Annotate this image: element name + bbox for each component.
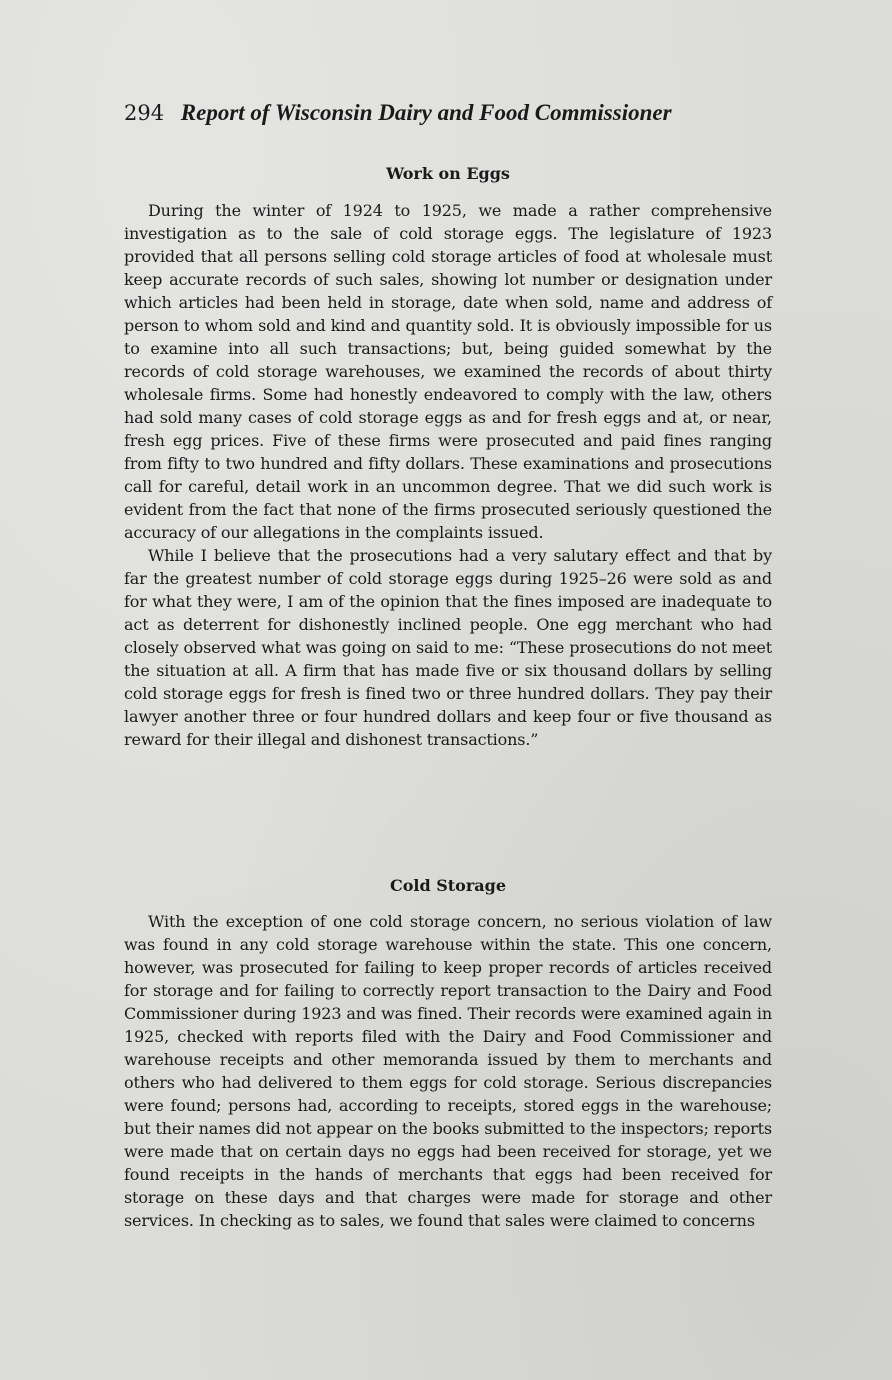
page-header — [124, 100, 784, 126]
paragraph: With the exception of one cold storage concern, no serious violation of law was found in any cold storage warehouse within the state. This one concern, however, was prosecuted for failing to keep proper records of articles received for storage and for failing to correctly report transaction to the Dairy and Food Commissioner during 1923 and was fined. Their records were examined again in 1925, checked with reports filed with the Dairy and Food Commissioner and warehouse receipts and other memoranda issued by them to merchants and others who had delivered to them eggs for cold storage. Serious discrepancies were found; persons had, according to receipts, stored eggs in the warehouse; but their names did not appear on the books submitted to the inspectors; reports were made that on certain days no eggs had been received for storage, yet we found receipts in the hands of merchants that eggs had been received for storage on these days and that charges were made for storage and other services. In checking as to sales, we found that sales were claimed to concerns — [124, 912, 772, 1230]
section-body-work-on-eggs — [124, 199, 772, 751]
section-body-cold-storage — [124, 910, 772, 1232]
page-number: 294 — [124, 101, 165, 125]
running-title: Report of Wisconsin Dairy and Food Commissioner — [180, 100, 672, 125]
section-heading-cold-storage: Cold Storage — [389, 876, 507, 895]
section-heading-work-on-eggs: Work on Eggs — [386, 164, 510, 183]
paragraph: During the winter of 1924 to 1925, we made a rather comprehensive investigation as to the sale of cold storage eggs. The legislature of 1923 provided that all persons selling cold storage articles of food at wholesale must keep accurate records of such sales, showing lot number or designation under which articles had been held in storage, date when sold, name and address of person to whom sold and kind and quantity sold. It is obviously impossible for us to examine into all such transactions; but, being guided somewhat by the records of cold storage warehouses, we examined the records of about thirty wholesale firms. Some had honestly endeavored to comply with the law, others had sold many cases of cold storage eggs as and for fresh eggs and at, or near, fresh egg prices. Five of these firms were prosecuted and paid fines ranging from fifty to two hundred and fifty dollars. These examinations and prosecutions call for careful, detail work in an uncommon degree. That we did such work is evident from the fact that none of the firms prosecuted seriously questioned the accuracy of our allegations in the complaints issued. — [124, 201, 772, 542]
paragraph: While I believe that the prosecutions had a very salutary effect and that by far the greatest number of cold storage eggs during 1925–26 were sold as and for what they were, I am of the opinion that the fines imposed are inadequate to act as deterrent for dishonestly inclined people. One egg merchant who had closely observed what was going on said to me: “These prosecutions do not meet the situation at all. A firm that has made five or six thousand dollars by selling cold storage eggs for fresh is fined two or three hundred dollars. They pay their lawyer another three or four hundred dollars and keep four or five thousand as reward for their illegal and dishonest transactions.” — [124, 546, 772, 749]
